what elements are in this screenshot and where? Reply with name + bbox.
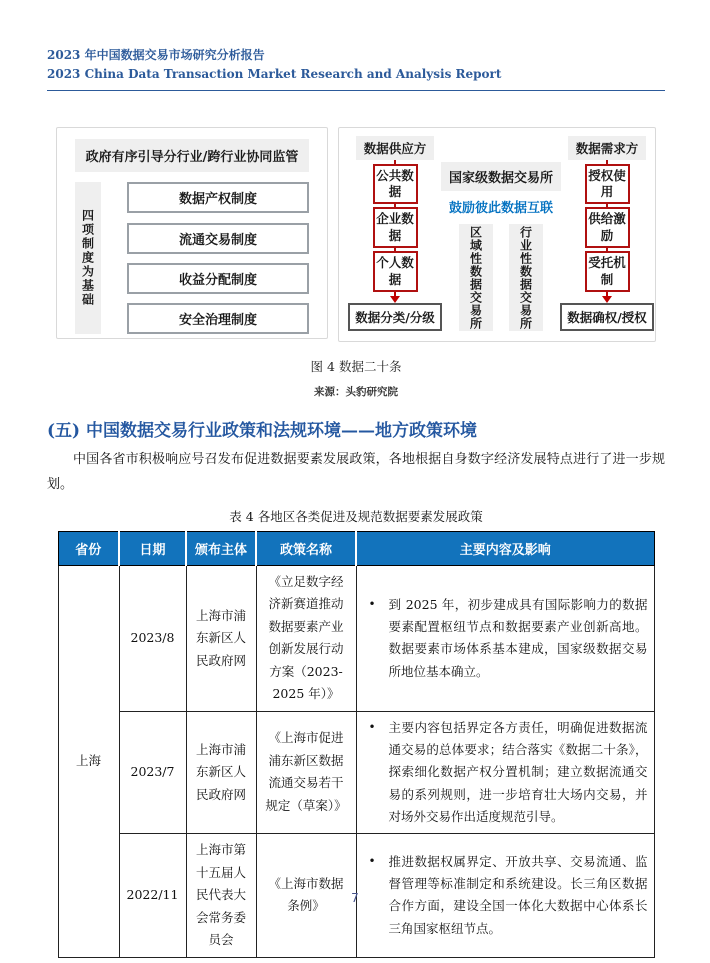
exchange-column (441, 136, 561, 331)
content-text: 推进数据权属界定、开放共享、交易流通、监督管理等标准制定和系统建设。长三角区数据合作方面，建设全国一体化大数据中心体系长三角国家枢纽节点。 (388, 853, 648, 936)
industry-exchange-strip: 行业性数据交易所 (509, 224, 543, 331)
figure-caption: 图 4 数据二十条 (310, 359, 402, 375)
system-box: 流通交易制度 (127, 223, 309, 254)
supply-chain-column (349, 136, 441, 331)
system-box: 数据产权制度 (127, 182, 309, 213)
supply-node: 企业数据 (373, 207, 418, 248)
left-panel-body (69, 182, 315, 334)
content-text: 主要内容包括界定各方责任，明确促进数据流通交易的总体要求；结合落实《数据二十条》，探索细化数据产权分置机制；建立数据流通交易的系列规则，进一步培育壮大场内交易，并对场外交易作出适度规范引导。 (388, 719, 648, 824)
page-header (47, 46, 665, 91)
cell-content (356, 711, 654, 833)
demand-node: 授权使用 (585, 164, 630, 205)
figure-4 (47, 127, 665, 342)
down-arrow-icon (602, 296, 612, 303)
cell-policy: 《立足数字经济新赛道推动数据要素产业创新发展行动方案（2023-2025 年）》 (256, 565, 356, 711)
national-exchange-box: 国家级数据交易所 (441, 162, 561, 191)
col-header-content: 主要内容及影响 (356, 531, 654, 565)
supply-node: 个人数据 (373, 251, 418, 292)
supply-side-label: 数据供应方 (356, 136, 435, 160)
figure-right-panel (338, 127, 656, 342)
demand-outcome-box: 数据确权/授权 (560, 303, 654, 331)
system-box: 收益分配制度 (127, 263, 309, 294)
table-title: 表 4 各地区各类促进及规范数据要素发展政策 (229, 508, 483, 524)
supply-outcome-box: 数据分类/分级 (348, 303, 442, 331)
figure-source: 来源：头豹研究院 (314, 386, 398, 399)
demand-side-label: 数据需求方 (568, 136, 647, 160)
cell-issuer: 上海市浦东新区人民政府网 (186, 711, 256, 833)
cell-policy: 《上海市促进浦东新区数据流通交易若干规定（草案）》 (256, 711, 356, 833)
exchange-strips (459, 224, 543, 331)
section-heading: (五) 中国数据交易行业政策和法规环境——地方政策环境 (47, 421, 478, 442)
regional-exchange-strip: 区域性数据交易所 (459, 224, 493, 331)
cell-issuer: 上海市浦东新区人民政府网 (186, 565, 256, 711)
page-number: 7 (351, 891, 359, 905)
cell-date: 2022/11 (119, 834, 186, 958)
system-box: 安全治理制度 (127, 303, 309, 334)
demand-node: 供给激励 (585, 207, 630, 248)
report-title-zh: 2023 年中国数据交易市场研究分析报告 (47, 48, 265, 62)
report-title-en: 2023 China Data Transaction Market Research and Analysis Report (47, 67, 502, 82)
table-header-row (58, 531, 654, 565)
col-header-issuer: 颁布主体 (186, 531, 256, 565)
cell-content (356, 565, 654, 711)
bullet-icon: • (368, 853, 376, 868)
content-text: 到 2025 年，初步建成具有国际影响力的数据要素配置枢纽节点和数据要素产业创新高地。数据要素市场体系基本建成，国家级数据交易所地位基本确立。 (388, 596, 648, 679)
table-row (58, 711, 654, 833)
bullet-icon: • (368, 596, 376, 611)
bullet-icon: • (368, 719, 376, 734)
figure-left-panel (56, 127, 328, 339)
table-row (58, 565, 654, 711)
governance-banner: 政府有序引导分行业/跨行业协同监管 (75, 139, 309, 172)
cell-policy: 《上海市数据条例》 (256, 834, 356, 958)
demand-chain-column (561, 136, 653, 331)
interconnect-note: 鼓励彼此数据互联 (449, 201, 554, 217)
col-header-date: 日期 (119, 531, 186, 565)
col-header-province: 省份 (58, 531, 119, 565)
four-systems-label: 四项制度为基础 (75, 182, 101, 334)
section-paragraph: 中国各省市积极响应号召发布促进数据要素发展政策，各地根据自身数字经济发展特点进行了进一步规划。 (47, 452, 665, 493)
cell-issuer: 上海市第十五届人民代表大会常务委员会 (186, 834, 256, 958)
down-arrow-icon (390, 296, 400, 303)
demand-node: 受托机制 (585, 251, 630, 292)
cell-date: 2023/8 (119, 565, 186, 711)
cell-date: 2023/7 (119, 711, 186, 833)
cell-province: 上海 (58, 565, 119, 957)
system-boxes (127, 182, 309, 334)
col-header-policy: 政策名称 (256, 531, 356, 565)
supply-node: 公共数据 (373, 164, 418, 205)
